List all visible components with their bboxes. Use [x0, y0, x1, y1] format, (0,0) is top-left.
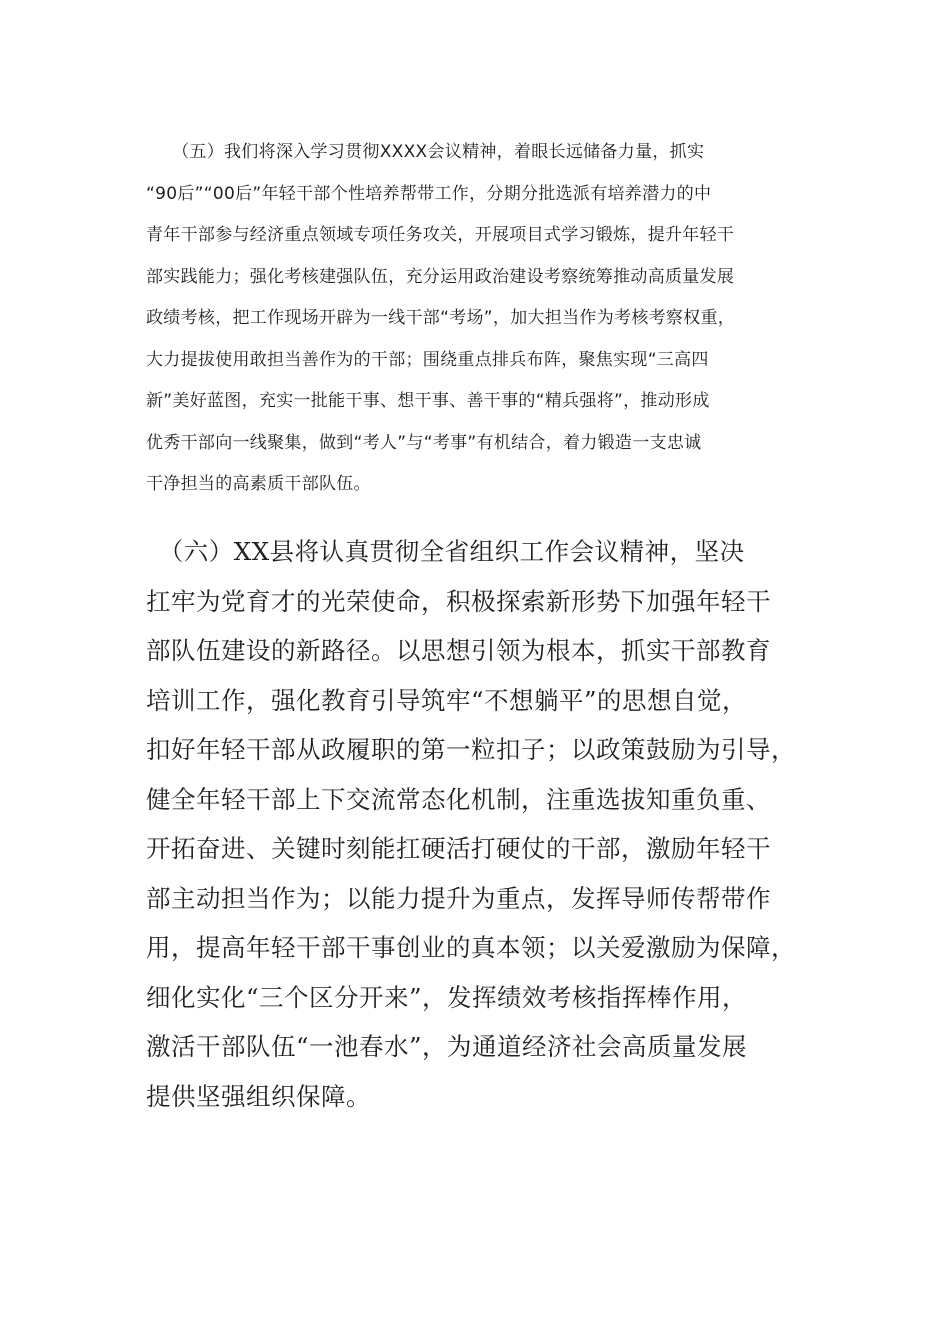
- text-line: 扣好年轻干部从政履职的第一粒扣子；以政策鼓励为引导，: [146, 735, 796, 764]
- text-line: 优秀干部向一线聚集，做到“考人”与“考事”有机结合，着力锻造一支忠诚: [146, 432, 702, 453]
- text-line: 部队伍建设的新路径。以思想引领为根本，抓实干部教育: [146, 636, 771, 665]
- text-line: （六）XX县将认真贯彻全省组织工作会议精神，坚决: [146, 537, 745, 566]
- text-line: 新”美好蓝图，充实一批能干事、想干事、善干事的“精兵强将”，推动形成: [146, 391, 710, 411]
- text-line: 健全年轻干部上下交流常态化机制，注重选拔知重负重、: [146, 784, 771, 814]
- paragraph-6: [146, 527, 826, 1121]
- text-line: 开拓奋进、关键时刻能扛硬活打硬仗的干部，激励年轻干: [146, 834, 771, 863]
- text-line: 干净担当的高素质干部队伍。: [146, 474, 371, 494]
- text-line: “90后”“00后”年轻干部个性培养帮带工作，分期分批选派有培养潜力的中: [146, 183, 712, 204]
- text-line: 用，提高年轻干部干事创业的真本领；以关爱激励为保障，: [146, 933, 796, 962]
- text-line: 政绩考核，把工作现场开辟为一线干部“考场”，加大担当作为考核考察权重，: [146, 308, 736, 328]
- text-line: 细化实化“三个区分开来”，发挥绩效考核指挥棒作用，: [146, 982, 748, 1012]
- text-line: 部实践能力；强化考核建强队伍，充分运用政治建设考察统筹推动高质量发展: [146, 266, 735, 287]
- text-line: 激活干部队伍“一池春水”，为通道经济社会高质量发展: [146, 1032, 748, 1061]
- text-line: 提供坚强组织保障。: [146, 1081, 371, 1111]
- text-line: 部主动担当作为；以能力提升为重点，发挥导师传帮带作: [146, 883, 771, 913]
- text-line: 大力提拔使用敢担当善作为的干部；围绕重点排兵布阵，聚焦实现“三高四: [146, 349, 709, 370]
- text-line: 扛牢为党育才的光荣使命，积极探索新形势下加强年轻干: [146, 586, 771, 616]
- text-line: 青年干部参与经济重点领域专项任务攻关，开展项目式学习锻炼，提升年轻干: [146, 225, 735, 245]
- text-line: 培训工作，强化教育引导筑牢“不想躺平”的思想自觉，: [146, 685, 748, 715]
- text-line: （五）我们将深入学习贯彻XXXX会议精神，着眼长远储备力量，抓实: [146, 142, 705, 162]
- paragraph-5: [146, 132, 816, 506]
